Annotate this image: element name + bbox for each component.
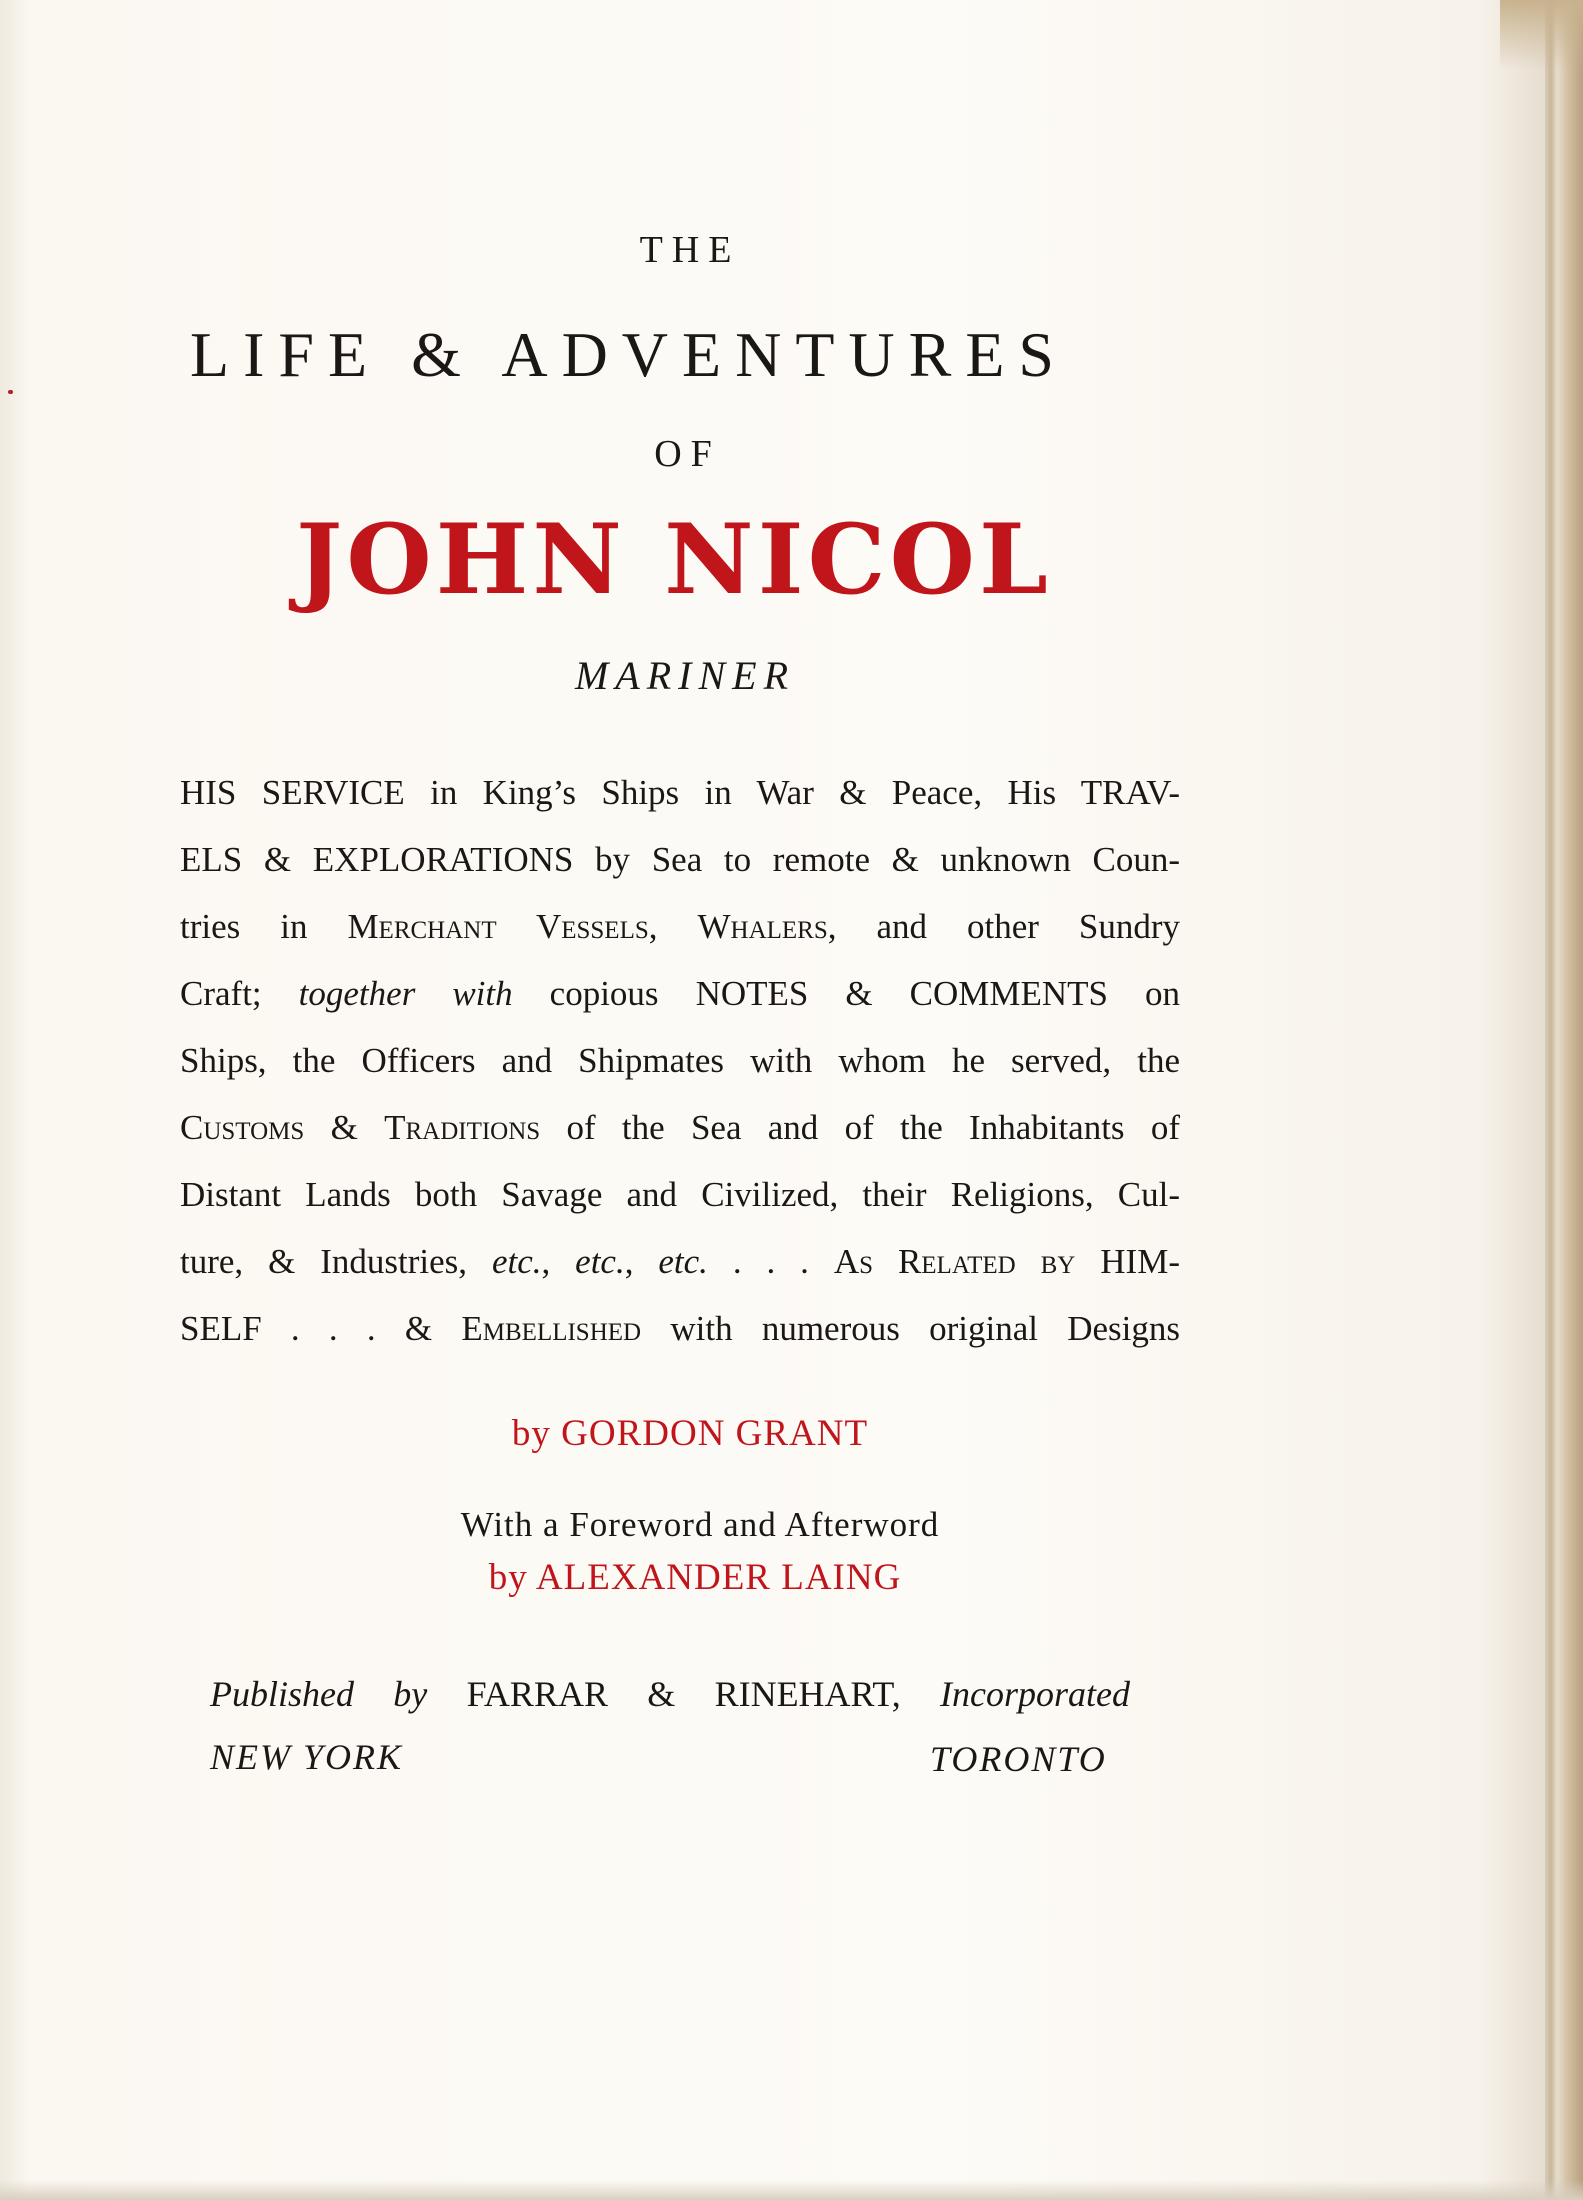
- description-text: tries in: [180, 907, 348, 946]
- page-edge: [1545, 0, 1583, 2200]
- description-small-caps: As Related by: [833, 1242, 1076, 1281]
- published-by: Published by: [210, 1674, 428, 1714]
- publisher-incorporated: Incorporated: [940, 1674, 1131, 1714]
- title-life-adventures: LIFE & ADVENTURES: [190, 319, 1068, 390]
- description-text: with numerous original Designs: [641, 1309, 1180, 1348]
- description-line-7: [180, 1175, 1180, 1225]
- description-text: of the Sea and of the Inhabitants of: [540, 1108, 1180, 1147]
- publisher-line: [210, 1673, 1130, 1715]
- description-text: ,: [648, 907, 698, 946]
- title-of: OF: [654, 433, 721, 475]
- description-text: Distant Lands both Savage and Civilized, their Religions, Cul-: [180, 1175, 1180, 1214]
- title-name: JOHN NICOL: [296, 503, 1052, 616]
- title-the: THE: [639, 229, 741, 271]
- city-toronto: TORONTO: [930, 1739, 1107, 1779]
- description-text: . . .: [707, 1242, 834, 1281]
- description-text: ,: [624, 1242, 659, 1281]
- page-bottom-edge: [0, 2180, 1583, 2200]
- ink-speck: [8, 390, 13, 394]
- description-text: , and other Sundry: [827, 907, 1181, 946]
- description-line-4: [180, 974, 1180, 1024]
- description-line-9: [180, 1309, 1180, 1359]
- description-small-caps: Customs: [180, 1108, 305, 1147]
- description-small-caps: Whalers: [697, 907, 828, 946]
- description-text: ture, & Industries,: [180, 1242, 492, 1281]
- foreword-note: With a Foreword and Afterword: [460, 1505, 940, 1544]
- description-line-1: [180, 773, 1180, 823]
- description-text: HIS SERVICE in King’s Ships in War & Peace, His TRAV-: [180, 773, 1180, 812]
- description-italic: etc.: [658, 1242, 708, 1281]
- description-italic: together with: [298, 974, 513, 1013]
- description-italic: etc.: [491, 1242, 542, 1281]
- description-text: SELF . . . &: [180, 1309, 462, 1348]
- illustrator-credit: by GORDON GRANT: [511, 1413, 869, 1454]
- description-text: ,: [541, 1242, 576, 1281]
- publisher-name: FARRAR & RINEHART,: [466, 1674, 901, 1714]
- description-line-3: [180, 907, 1180, 957]
- description-small-caps: Merchant Vessels: [347, 907, 649, 946]
- description-text: &: [304, 1108, 385, 1147]
- description-italic: etc.: [575, 1242, 625, 1281]
- description-line-2: [180, 840, 1180, 890]
- description-text: copious NOTES & COMMENTS on: [512, 974, 1181, 1013]
- description-line-6: [180, 1108, 1180, 1158]
- page-corner-shadow: [1500, 0, 1583, 70]
- description-text: HIM-: [1075, 1242, 1180, 1281]
- description-small-caps: Embellished: [461, 1309, 642, 1348]
- description-text: Ships, the Officers and Shipmates with whom he served, the: [180, 1041, 1180, 1080]
- foreword-author: by ALEXANDER LAING: [488, 1557, 902, 1598]
- city-new-york: NEW YORK: [210, 1737, 404, 1777]
- title-mariner: MARINER: [574, 653, 796, 698]
- description-text: ELS & EXPLORATIONS by Sea to remote & unknown Coun-: [180, 840, 1180, 879]
- description-line-5: [180, 1041, 1180, 1091]
- description-text: Craft;: [180, 974, 299, 1013]
- description-line-8: [180, 1242, 1180, 1292]
- description-small-caps: Traditions: [384, 1108, 541, 1147]
